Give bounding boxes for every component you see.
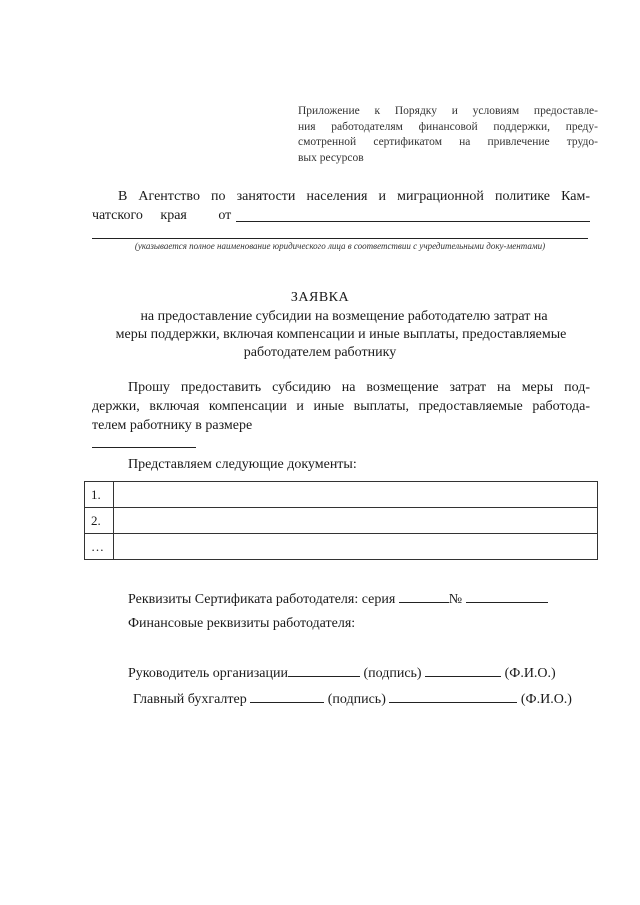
request-line: держки, включая компенсации и иные выплаты, предоставляемые работода-: [92, 399, 590, 414]
row-number: 1.: [85, 482, 114, 508]
documents-table: [84, 481, 598, 560]
addressee-word: чатского: [92, 208, 143, 223]
applicant-name-hint: (указывается полное наименование юридического лица в соответствии с учредительными доку-ментами): [134, 241, 546, 251]
appendix-line: Приложение к Порядку и условиям предоставле-: [298, 105, 598, 117]
appendix-line: вых ресурсов: [298, 151, 364, 164]
addressee-word: края: [160, 208, 187, 223]
row-number: …: [85, 534, 114, 560]
fio-caption: (Ф.И.О.): [520, 692, 572, 707]
accountant-signature-line: [133, 690, 572, 709]
table-row: [85, 534, 598, 560]
head-label: Руководитель организации: [128, 666, 288, 681]
subtitle-line: меры поддержки, включая компенсации и иные выплаты, предоставляемые: [115, 327, 567, 342]
amount-field[interactable]: [92, 435, 196, 448]
addressee-line-2: [92, 207, 231, 225]
head-name-field[interactable]: [425, 664, 501, 677]
accountant-label: Главный бухгалтер: [133, 692, 247, 707]
document-title: ЗАЯВКА: [290, 290, 350, 305]
head-signature-line: [128, 664, 556, 683]
financial-details-label: Финансовые реквизиты работодателя:: [128, 616, 356, 631]
signature-caption: (подпись): [363, 666, 422, 681]
certificate-details: [128, 590, 548, 609]
table-row: [85, 508, 598, 534]
appendix-line: смотренной сертификатом на привлечение трудо-: [298, 136, 598, 148]
documents-label: Представляем следующие документы:: [128, 457, 357, 472]
addressee-line-1: В Агентство по занятости населения и миграционной политике Кам-: [118, 189, 590, 204]
document-cell[interactable]: [114, 482, 598, 508]
subtitle-line: на предоставление субсидии на возмещение работодателю затрат на: [140, 309, 548, 324]
request-paragraph: [92, 378, 590, 448]
fio-caption: (Ф.И.О.): [504, 666, 556, 681]
accountant-name-field[interactable]: [389, 690, 517, 703]
request-line: [92, 416, 590, 448]
head-signature-field[interactable]: [288, 664, 360, 677]
applicant-name-field[interactable]: [236, 221, 590, 222]
certificate-label: Реквизиты Сертификата работодателя: серия: [128, 592, 396, 607]
request-line-text: телем работнику в размере: [92, 418, 253, 433]
table-row: [85, 482, 598, 508]
certificate-series-field[interactable]: [399, 590, 449, 603]
applicant-name-field-continued[interactable]: [92, 238, 588, 239]
subtitle-line: работодателем работнику: [243, 345, 397, 360]
appendix-note: [298, 104, 598, 166]
number-sign: №: [448, 592, 463, 607]
document-cell[interactable]: [114, 508, 598, 534]
request-line: Прошу предоставить субсидию на возмещение затрат на меры под-: [128, 380, 590, 395]
certificate-number-field[interactable]: [466, 590, 548, 603]
signature-caption: (подпись): [327, 692, 386, 707]
accountant-signature-field[interactable]: [250, 690, 324, 703]
from-label: от: [218, 208, 232, 223]
appendix-line: ния работодателям финансовой поддержки, преду-: [298, 120, 598, 133]
row-number: 2.: [85, 508, 114, 534]
document-cell[interactable]: [114, 534, 598, 560]
